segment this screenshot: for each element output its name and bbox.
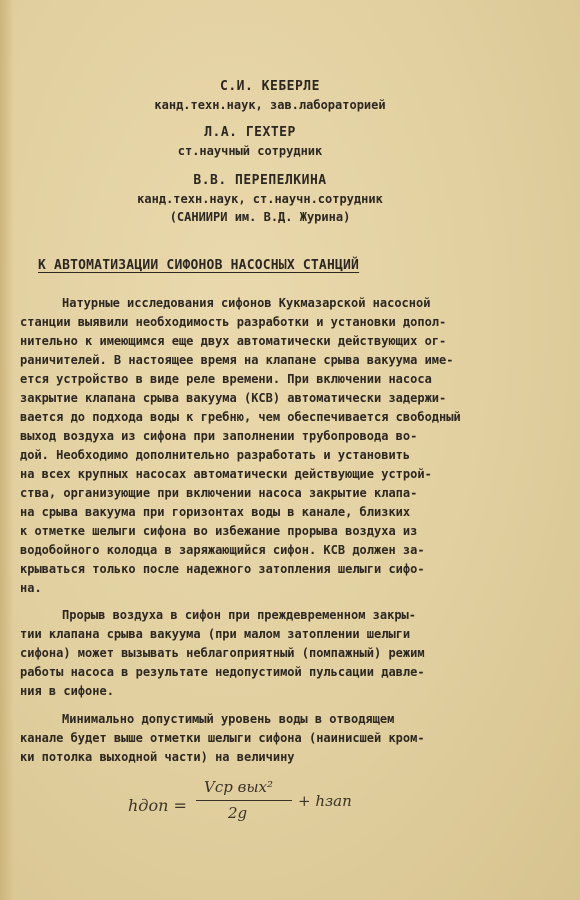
body-line: на. bbox=[20, 581, 42, 595]
body-line: нительно к имеющимся еще двух автоматически действующих ог- bbox=[20, 334, 447, 348]
body-line: крываться только после надежного затопления шелыги сифо- bbox=[20, 562, 425, 576]
formula-rhs: + hзап bbox=[298, 792, 352, 810]
author-position: ст.научный сотрудник bbox=[177, 144, 323, 158]
author-name: В.В. ПЕРЕПЕЛКИНА bbox=[193, 173, 327, 188]
author-perepelkina bbox=[40, 172, 480, 226]
formula-lhs: hдоп = bbox=[128, 796, 187, 815]
formula-denominator: 2g bbox=[228, 804, 248, 822]
body-line: вается до подхода воды к гребню, чем обеспечивается свободный bbox=[20, 410, 461, 424]
body-line: ки потолка выходной части) на величину bbox=[20, 750, 295, 764]
author-name: С.И. КЕБЕРЛЕ bbox=[220, 79, 320, 94]
body-line: ства, организующие при включении насоса закрытие клапа- bbox=[20, 486, 418, 500]
body-line: закрытие клапана срыва вакуума (КСВ) автоматически задержи- bbox=[20, 391, 447, 405]
author-position: канд.техн.наук, ст.научн.сотрудник bbox=[137, 192, 383, 206]
body-line: станции выявили необходимость разработки и установки допол- bbox=[20, 315, 447, 329]
author-position: канд.техн.наук, зав.лабораторией bbox=[154, 98, 386, 112]
body-line: канале будет выше отметки шелыги сифона (наинисшей кром- bbox=[20, 731, 425, 745]
formula-numerator: Vср вых² bbox=[204, 778, 274, 796]
body-line: сифона) может вызывать неблагоприятный (помпажный) режим bbox=[20, 646, 425, 660]
body-line: тии клапана срыва вакуума (при малом затоплении шелыги bbox=[20, 627, 411, 641]
author-gekhter bbox=[40, 124, 460, 160]
body-line: Натурные исследования сифонов Кукмазарской насосной bbox=[62, 296, 431, 310]
page-edge-shadow bbox=[0, 0, 14, 900]
body-line: водобойного колодца в заряжающийся сифон. КСВ должен за- bbox=[20, 543, 425, 557]
formula-fraction-bar bbox=[196, 800, 292, 801]
body-line: Прорыв воздуха в сифон при преждевременном закры- bbox=[62, 608, 417, 622]
body-line: выход воздуха из сифона при заполнении трубопровода во- bbox=[20, 429, 418, 443]
body-line: дой. Необходимо дополнительно разработать и установить bbox=[20, 448, 411, 462]
body-line: на всех крупных насосах автоматически действующие устрой- bbox=[20, 467, 432, 481]
body-line: работы насоса в результате недопустимой пульсации давле- bbox=[20, 665, 425, 679]
body-line: раничителей. В настоящее время на клапане срыва вакуума име- bbox=[20, 353, 454, 367]
author-keberle bbox=[60, 78, 480, 114]
author-name: Л.А. ГЕХТЕР bbox=[204, 125, 296, 140]
body-line: на срыва вакуума при горизонтах воды в канале, близких bbox=[20, 505, 411, 519]
body-line: ется устройство в виде реле времени. При включении насоса bbox=[20, 372, 432, 386]
body-line: ния в сифоне. bbox=[20, 684, 114, 698]
article-title: К АВТОМАТИЗАЦИИ СИФОНОВ НАСОСНЫХ СТАНЦИЙ bbox=[38, 258, 360, 273]
handwritten-formula bbox=[128, 778, 368, 828]
author-affiliation: (САНИИРИ им. В.Д. Журина) bbox=[169, 210, 351, 224]
body-line: Минимально допустимый уровень воды в отводящем bbox=[62, 712, 395, 726]
body-line: к отметке шелыги сифона во избежание прорыва воздуха из bbox=[20, 524, 418, 538]
